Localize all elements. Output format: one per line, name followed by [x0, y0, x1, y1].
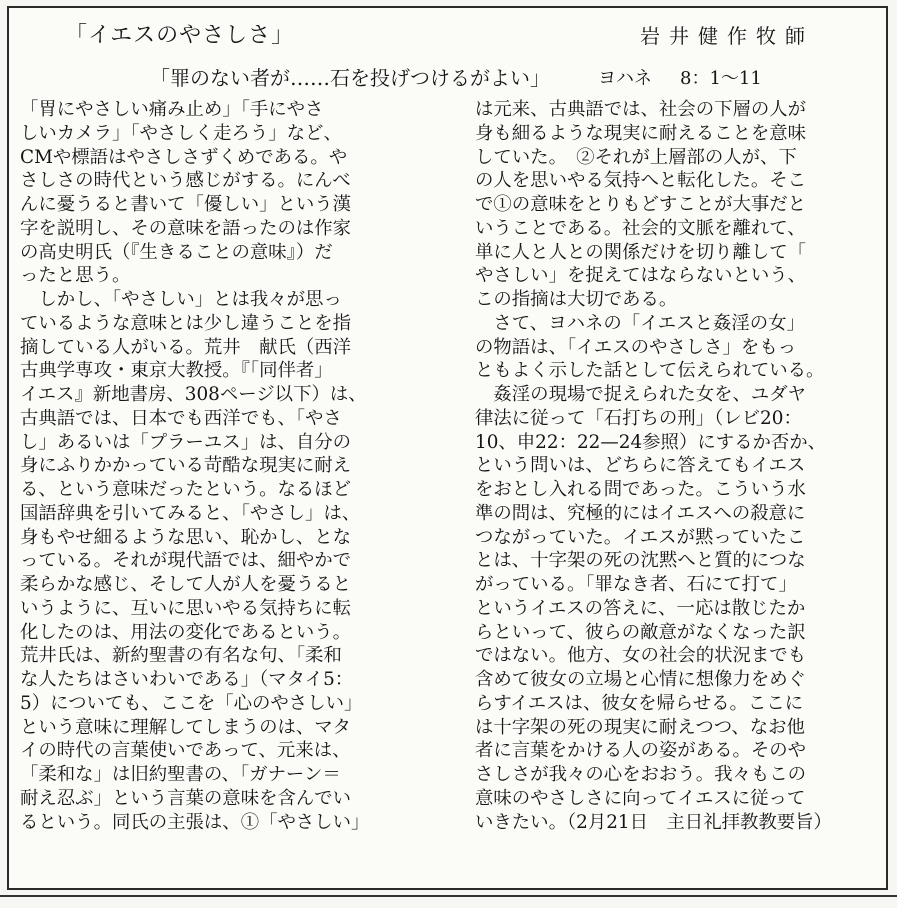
text-line: 者に言葉をかける人の姿がある。そのや — [475, 740, 807, 762]
text-line: この指摘は大切である。 — [475, 289, 678, 310]
text-line: 古典学専攻・東京大教授。『「同伴者」 — [20, 360, 333, 382]
text-line: という意味に理解してしまうのは、マタ — [20, 716, 352, 738]
author-name: 岩井健作牧師 — [640, 24, 814, 48]
text-line: 摘している人がいる。荒井 献氏（西洋 — [20, 336, 352, 358]
text-line: やさしい」を捉えてはならないという、 — [475, 265, 807, 287]
text-line: らといって、彼らの敵意がなくなった訳 — [475, 621, 806, 643]
reference-verse: 8：1〜11 — [680, 68, 762, 89]
text-line: 荒井氏は、新約聖書の有名な句、「柔和 — [20, 645, 342, 667]
scripture-reference — [598, 64, 762, 90]
text-line: とは、十字架の死の沈黙へと質的につな — [475, 550, 806, 572]
reference-book: ヨハネ — [598, 68, 652, 89]
text-line: CMや標語はやさしさずくめである。や — [20, 146, 348, 168]
text-line: 準の問は、究極的にはイエスへの殺意に — [475, 502, 806, 524]
text-line: していた。 ②それが上層部の人が、下 — [475, 146, 797, 168]
right-column — [475, 98, 885, 834]
text-line: 「胃にやさしい痛み止め」「手にやさ — [20, 99, 324, 120]
scripture-quote: 「罪のない者が……石を投げつけるがよい」 — [150, 66, 550, 90]
text-line: という問いは、どちらに答えてもイエス — [475, 455, 806, 477]
text-line: し」あるいは「プラーユス」は、自分の — [20, 431, 352, 453]
text-line: しかし、「やさしい」とは我々が思っ — [20, 289, 342, 310]
text-line: 化したのは、用法の変化であるという。 — [20, 621, 352, 643]
text-line: ではない。他方、女の社会的状況までも — [475, 645, 807, 667]
text-line: をおとし入れる問であった。こういう水 — [475, 479, 806, 500]
text-line: 姦淫の現場で捉えられた女を、ユダヤ — [475, 384, 807, 405]
text-line: 身も細るような現実に耐えることを意味 — [475, 122, 807, 144]
text-line: しいカメラ」「やさしく走ろう」など、 — [20, 122, 342, 144]
bottom-divider — [0, 895, 897, 897]
text-line: らすイエスは、彼女を帰らせる。ここに — [475, 692, 804, 714]
text-line: 律法に従って「石打ちの刑」（レビ20： — [475, 407, 802, 429]
text-line: る、という意味だったという。なるほど — [20, 479, 352, 500]
text-line: ているような意味とは少し違うことを指 — [20, 312, 352, 334]
text-line: の高史明氏（『生きることの意味』）だ — [20, 241, 333, 263]
text-line: つながっていた。イエスが黙っていたこ — [475, 526, 806, 548]
text-line: の物語は、「イエスのやさしさ」をもっ — [475, 336, 797, 358]
text-line: というイエスの答えに、一応は散じたか — [475, 597, 806, 619]
text-line: がっている。「罪なき者、石にて打て」 — [475, 574, 797, 595]
text-line: っている。それが現代語では、細やかで — [20, 550, 352, 572]
text-line: で①の意味をとりもどすことが大事だと — [475, 194, 807, 215]
text-line: 5）についても、ここを「心のやさしい」 — [20, 692, 363, 714]
text-line: の人を思いやる気持へと転化した。そこ — [475, 170, 807, 192]
text-line: 古典語では、日本でも西洋でも、「やさ — [20, 407, 342, 429]
text-line: 含めて彼女の立場と心情に想像力をめぐ — [475, 669, 807, 690]
text-line: んに憂うると書いて「優しい」という漢 — [20, 194, 352, 215]
text-line: イエス』新地書房、308ページ以下）は、 — [20, 384, 367, 405]
text-line: ったと思う。 — [20, 265, 131, 287]
text-line: ともよく示した話として伝えられている。 — [475, 360, 825, 382]
text-line: 身もやせ細るような思い、恥かし、とな — [20, 526, 352, 548]
text-line: 柔らかな感じ、そして人が人を憂うると — [20, 574, 352, 595]
text-line: 単に人と人との関係だけを切り離して「 — [475, 241, 807, 263]
left-column — [20, 98, 450, 834]
text-line: イの時代の言葉使いであって、元来は、 — [20, 740, 351, 762]
text-line: いうことである。社会的文脈を離れて、 — [475, 217, 806, 239]
text-line: 意味のやさしさに向ってイエスに従って — [475, 787, 806, 809]
text-line: は元来、古典語では、社会の下層の人が — [475, 99, 807, 120]
text-line: いうように、互いに思いやる気持ちに転 — [20, 597, 352, 619]
article-title: 「イエスのやさしさ」 — [65, 23, 295, 48]
text-line: 「柔和な」は旧約聖書の、「ガナーン＝ — [20, 764, 341, 785]
text-line: 国語辞典を引いてみると、「やさし」は、 — [20, 502, 361, 524]
text-line: いきたい。（2月21日 主日礼拝教教要旨） — [475, 811, 832, 833]
text-line: 10、申22：22—24参照）にするか否か、 — [475, 431, 827, 453]
text-line: さて、ヨハネの「イエスと姦淫の女」 — [475, 312, 805, 334]
text-line: 耐え忍ぶ」という言葉の意味を含んでい — [20, 787, 352, 809]
text-line: は十字架の死の現実に耐えつつ、なお他 — [475, 716, 805, 738]
text-line: 身にふりかかっている苛酷な現実に耐え — [20, 455, 352, 477]
text-line: るという。同氏の主張は、①「やさしい」 — [20, 811, 370, 833]
text-line: さしさの時代という感じがする。にんべ — [20, 170, 351, 192]
text-line: さしさが我々の心をおおう。我々もこの — [475, 764, 807, 785]
text-line: な人たちはさいわいである」（マタイ5： — [20, 669, 354, 690]
text-line: 字を説明し、その意味を語ったのは作家 — [20, 217, 352, 239]
